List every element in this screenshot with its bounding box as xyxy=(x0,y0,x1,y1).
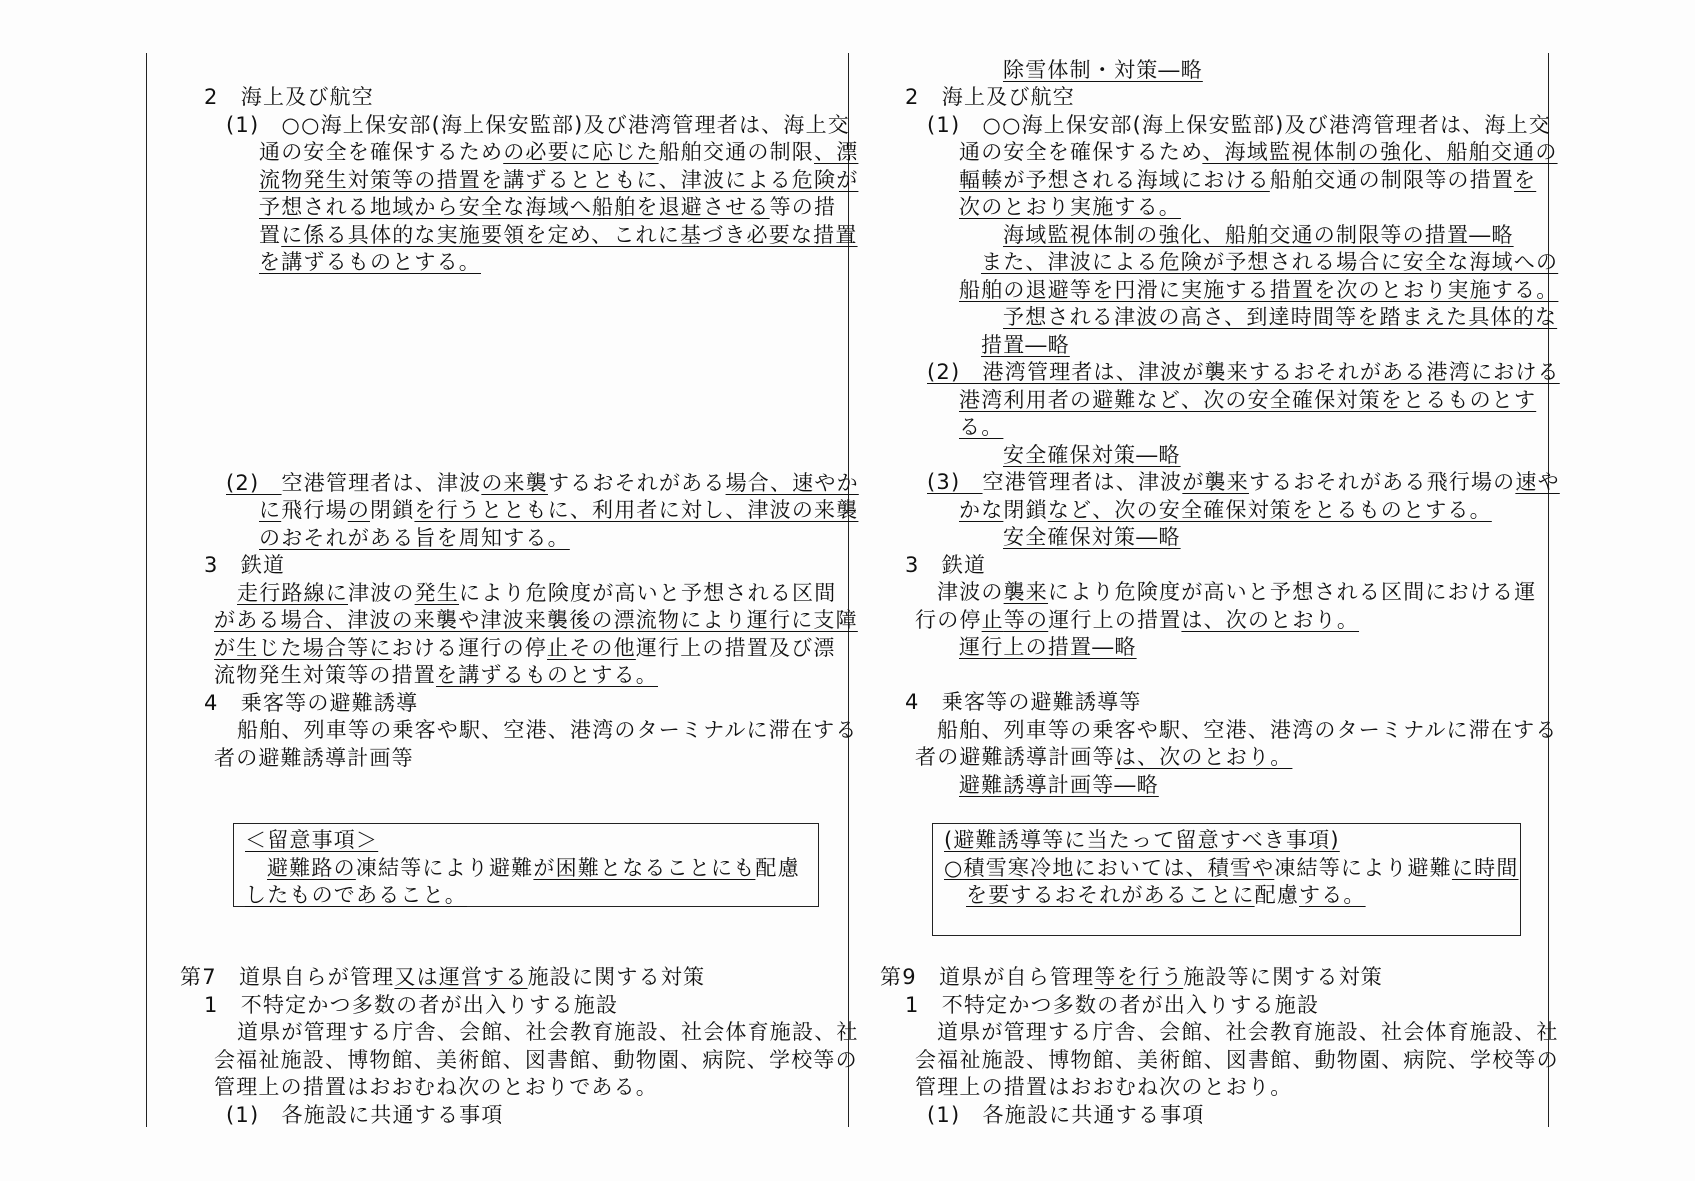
text-run: 凍結等により避難 xyxy=(355,856,534,880)
left-sec3-line xyxy=(214,662,658,688)
left-sec4-line: 船舶、列車等の乗客や駅、空港、港湾のターミナルに滞在する xyxy=(237,718,858,742)
left-ch-sec1-line: 管理上の措置はおおむね次のとおりである。 xyxy=(214,1075,658,1099)
underlined-text: 等の xyxy=(1003,608,1049,632)
right-ch-sec1-line: 管理上の措置はおおむね次のとおり。 xyxy=(915,1075,1293,1099)
right-p3-line xyxy=(959,497,1492,523)
left-note-line xyxy=(245,882,467,908)
left-chapter-heading xyxy=(180,964,705,990)
right-ch-sec1-heading: 1 不特定かつ多数の者が出入りする施設 xyxy=(905,993,1320,1017)
text-run: により危険度が高いと予想される区間 xyxy=(459,581,837,605)
text-run: 閉鎖 xyxy=(370,498,415,522)
text-run: 運行上の措置 xyxy=(1048,608,1182,632)
underlined-text: (3) xyxy=(927,470,983,494)
right-p3-omit: 安全確保対策―略 xyxy=(1003,525,1181,549)
text-run: するおそれがある飛行場の xyxy=(1248,470,1516,494)
underlined-text: に時間 xyxy=(1451,856,1519,880)
underlined-text: ○積雪寒冷地においては、積雪や xyxy=(944,856,1275,880)
right-p1-line xyxy=(959,139,1558,165)
underlined-text: 次のとおり実施する。 xyxy=(959,195,1181,219)
underlined-text: がある場合、津波の来襲や津波来襲後の漂流物により運行に支障 xyxy=(214,608,858,632)
left-sec3-line xyxy=(214,607,858,633)
right-note-line xyxy=(944,855,1519,881)
right-p2-omit: 安全確保対策―略 xyxy=(1003,443,1181,467)
underlined-text: 又は運営する xyxy=(394,965,528,989)
underlined-text: など、次の安全確保対策をとるものとする。 xyxy=(1047,498,1492,522)
right-p1-line xyxy=(927,112,1551,138)
right-chapter-heading xyxy=(880,964,1383,990)
underlined-text: 止 xyxy=(547,636,570,660)
left-sec4-line: 者の避難誘導計画等 xyxy=(214,746,414,770)
underlined-text: は、次のとおり。 xyxy=(1114,745,1293,769)
text-run: 配慮 xyxy=(755,856,800,880)
underlined-text: に xyxy=(259,498,282,522)
right-ch-sec1-line: 道県が管理する庁舎、会館、社会教育施設、社会体育施設、社 xyxy=(937,1020,1559,1044)
underlined-text: の xyxy=(347,498,371,522)
left-p2-line xyxy=(259,497,858,523)
text-run: (1) ○○海上保安部(海上保安監部)及び港湾管理者は、海上交 xyxy=(226,113,850,137)
right-p1-omit2-line: 予想される津波の高さ、到達時間等を踏まえた具体的な xyxy=(1003,305,1558,329)
underlined-text: に係る具体的な実施要領を定め、これに基づき必要な措置 xyxy=(281,223,858,247)
text-run: するおそれがある xyxy=(547,471,726,495)
left-ch-sec1-heading: 1 不特定かつ多数の者が出入りする施設 xyxy=(204,993,619,1017)
left-sec3-line xyxy=(214,635,836,661)
left-p1-line xyxy=(259,249,481,275)
right-p1-omit: 海域監視体制の強化、船舶交通の制限等の措置―略 xyxy=(1003,223,1514,247)
text-run: 施設等に関する対策 xyxy=(1183,965,1383,989)
right-note-title: (避難誘導等に当たって留意すべき事項) xyxy=(944,828,1340,852)
text-run: 配慮 xyxy=(1254,883,1300,907)
text-run: 船舶交通の制限 xyxy=(658,140,815,164)
text-run: 凍結等により避難 xyxy=(1274,856,1452,880)
text-run: 船舶交通の制限等の措置 xyxy=(1269,168,1515,192)
left-p1-line xyxy=(226,112,850,138)
left-sec3-heading: 3 鉄道 xyxy=(204,553,286,577)
underlined-text: する。 xyxy=(1299,883,1366,907)
right-sec4-omit: 避難誘導計画等―略 xyxy=(959,773,1159,797)
right-sec3-omit: 運行上の措置―略 xyxy=(959,635,1137,659)
underlined-text: かな xyxy=(959,498,1004,522)
underlined-text: 速や xyxy=(1515,470,1560,494)
text-run: 津波の xyxy=(348,581,415,605)
underlined-text: 場合、速やか xyxy=(725,471,859,495)
text-run: 者の避難誘導計画等 xyxy=(915,745,1115,769)
underlined-text: 走行路線に xyxy=(237,581,348,605)
left-ch-sec1-line: 道県が管理する庁舎、会館、社会教育施設、社会体育施設、社 xyxy=(237,1020,859,1044)
underlined-text: 止 xyxy=(981,608,1004,632)
left-sec2-heading: 2 海上及び航空 xyxy=(204,85,374,109)
text-run: 置 xyxy=(259,223,282,247)
underlined-text: 発生 xyxy=(414,581,460,605)
right-sec4-heading: 4 乗客等の避難誘導等 xyxy=(905,690,1142,714)
right-p1-omit2-line: 措置―略 xyxy=(981,333,1070,357)
text-run: (1) ○○海上保安部(海上保安監部)及び港湾管理者は、海上交 xyxy=(927,113,1551,137)
right-p3-line xyxy=(927,469,1560,495)
text-run: 通の安全を確保するため xyxy=(259,140,504,164)
left-note-line xyxy=(267,855,800,881)
column-divider xyxy=(848,53,849,1127)
text-run: 第9 道県が自ら管理 xyxy=(880,965,1095,989)
text-run: 第7 道県自らが管理 xyxy=(180,965,395,989)
underlined-text: のおそれがある旨を周知する。 xyxy=(259,526,570,550)
text-run: おける運行の停 xyxy=(391,636,548,660)
underlined-text: を講ずるものとする。 xyxy=(259,250,481,274)
left-sec3-line xyxy=(237,580,836,606)
underlined-text: 流物発生対策等の措置を講ずるとともに、津波による危険が xyxy=(259,168,859,192)
underlined-text: 輻輳が予想される海域における xyxy=(959,168,1270,192)
text-run: 空港管理者は、津波 xyxy=(281,471,482,495)
text-run: 流物発生対策等の措置 xyxy=(214,663,436,687)
underlined-text: (2) xyxy=(226,471,282,495)
underlined-text: 避難路の xyxy=(267,856,356,880)
underlined-text: の必要に応じた xyxy=(503,140,659,164)
left-p1-line xyxy=(259,167,858,193)
underlined-text: の来襲 xyxy=(481,471,548,495)
text-run: 通の安全を確保するため xyxy=(959,140,1203,164)
right-top-omit-note: 除雪体制・対策―略 xyxy=(1003,58,1203,82)
text-run: 行の停 xyxy=(915,608,982,632)
left-border xyxy=(146,53,147,1127)
text-run: 空港管理者は、津波 xyxy=(982,470,1183,494)
underlined-text: 、漂 xyxy=(814,140,859,164)
text-run: 運行上の措置及び漂 xyxy=(635,636,836,660)
text-run: 津波の xyxy=(937,580,1004,604)
text-run: 等の措 xyxy=(769,195,837,219)
underlined-text: 、海域監視体制の強化、船舶交通の xyxy=(1202,140,1558,164)
right-sec4-line xyxy=(937,717,1558,743)
left-note-title: ＜留意事項＞ xyxy=(245,828,379,852)
right-note-line xyxy=(966,882,1366,908)
right-p2-line: 港湾利用者の避難など、次の安全確保対策をとるものとす xyxy=(959,388,1537,412)
right-sec3-heading: 3 鉄道 xyxy=(905,553,987,577)
underlined-text: その他 xyxy=(569,636,636,660)
underlined-text: を xyxy=(1514,168,1537,192)
underlined-text: を行うとともに、利用者に対し、津波の来襲 xyxy=(414,498,859,522)
left-ch-sub1: (1) 各施設に共通する事項 xyxy=(226,1103,504,1127)
underlined-text: は、次のとおり。 xyxy=(1181,608,1360,632)
right-p2-line: る。 xyxy=(959,415,1004,439)
right-p1-line xyxy=(959,194,1181,220)
left-p1-line xyxy=(259,139,858,165)
right-sec2-heading: 2 海上及び航空 xyxy=(905,85,1075,109)
left-p1-line xyxy=(259,194,836,220)
text-run: 施設に関する対策 xyxy=(527,965,706,989)
underlined-text: が襲来 xyxy=(1182,470,1249,494)
right-sec3-line xyxy=(937,579,1536,605)
right-sec3-line xyxy=(915,607,1359,633)
right-ch-sec1-line: 会福祉施設、博物館、美術館、図書館、動物園、病院、学校等の xyxy=(915,1048,1559,1072)
text-run: 閉鎖 xyxy=(1003,498,1048,522)
right-border xyxy=(1548,53,1549,1127)
right-p2-line: (2) 港湾管理者は、津波が襲来するおそれがある港湾における xyxy=(927,360,1560,384)
underlined-text: したものであること。 xyxy=(245,883,467,907)
underlined-text: が生じた場合等に xyxy=(214,636,392,660)
left-ch-sec1-line: 会福祉施設、博物館、美術館、図書館、動物園、病院、学校等の xyxy=(214,1048,858,1072)
right-ch-sub1: (1) 各施設に共通する事項 xyxy=(927,1103,1205,1127)
underlined-text: 襲来 xyxy=(1003,580,1049,604)
right-p1-also-line: 船舶の退避等を円滑に実施する措置を次のとおり実施する。 xyxy=(959,278,1559,302)
underlined-text: を要するおそれがあることに xyxy=(966,883,1255,907)
underlined-text: を講ずるものとする。 xyxy=(436,663,658,687)
right-p1-also-line: また、津波による危険が予想される場合に安全な海域への xyxy=(981,250,1559,274)
underlined-text: 等を行う xyxy=(1094,965,1184,989)
text-run: 飛行場 xyxy=(281,498,348,522)
left-p1-line xyxy=(259,222,858,248)
right-p1-line xyxy=(959,167,1536,193)
left-p2-line xyxy=(226,470,859,496)
left-p2-line xyxy=(259,525,570,551)
text-run: 船舶、列車等の乗客や駅、空港、港湾のターミナルに滞在する xyxy=(937,718,1558,742)
right-sec4-line xyxy=(915,744,1292,770)
underlined-text: が困難となることにも xyxy=(533,856,756,880)
left-sec4-heading: 4 乗客等の避難誘導 xyxy=(204,691,419,715)
text-run: により危険度が高いと予想される区間における運 xyxy=(1048,580,1537,604)
underlined-text: 予想される地域から安全な海域へ船舶を退避させる xyxy=(259,195,770,219)
